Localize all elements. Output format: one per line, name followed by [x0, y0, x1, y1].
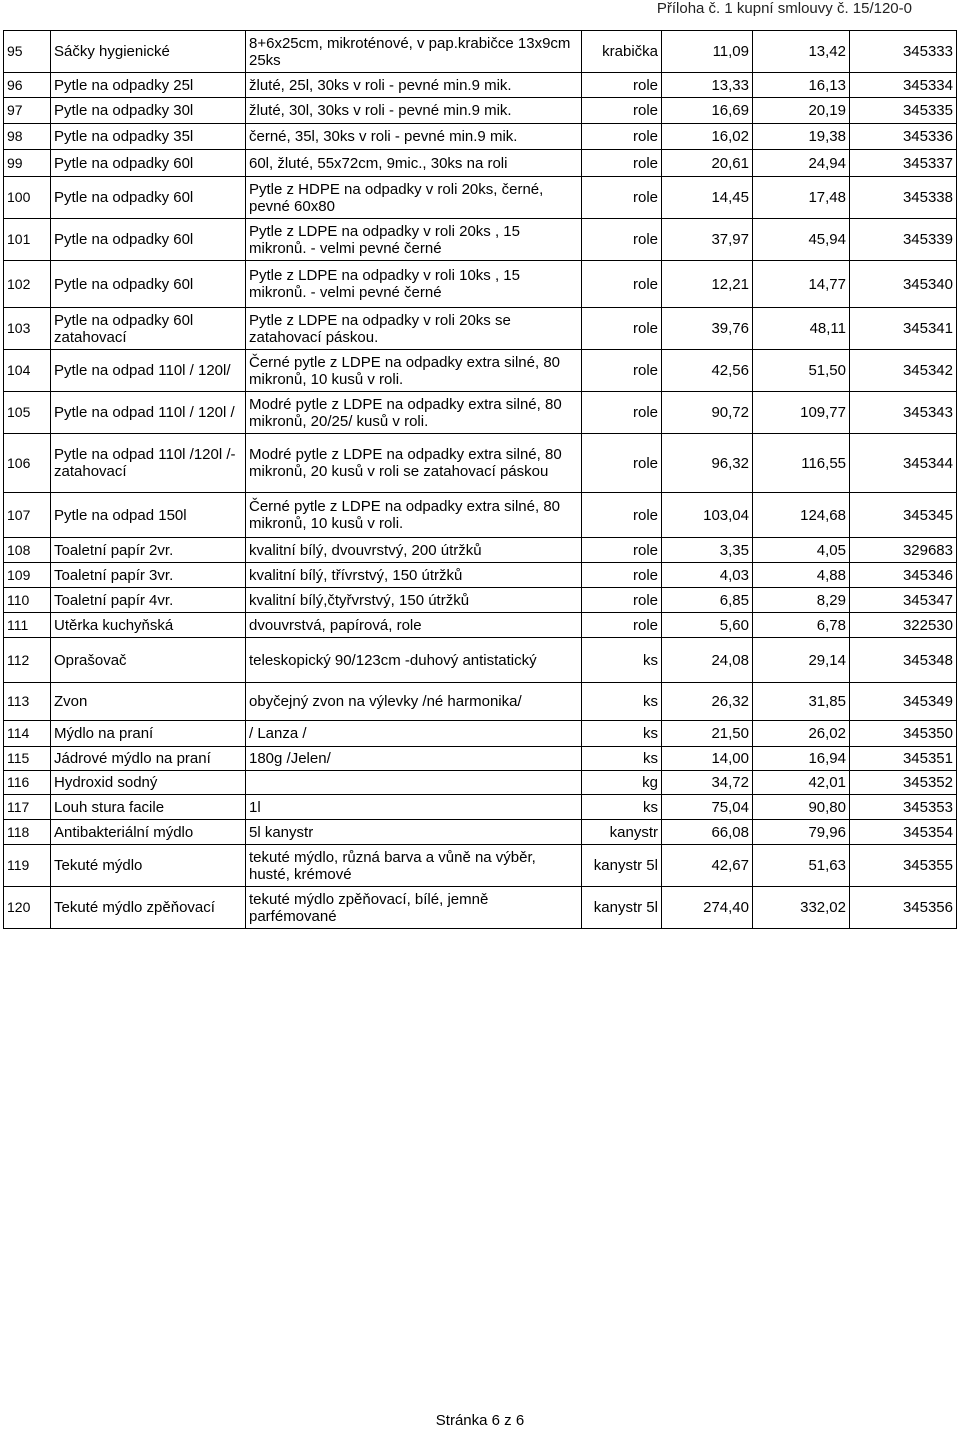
item-price-without-vat: 11,09	[662, 31, 753, 73]
item-number: 119	[4, 845, 51, 887]
item-code: 345335	[850, 98, 957, 124]
item-price-with-vat: 20,19	[753, 98, 850, 124]
item-price-with-vat: 124,68	[753, 493, 850, 538]
table-row	[4, 219, 957, 261]
table-row	[4, 392, 957, 434]
item-number: 114	[4, 721, 51, 747]
item-unit: role	[582, 219, 662, 261]
item-description: kvalitní bílý, dvouvrstvý, 200 útržků	[246, 538, 582, 563]
item-name: Zvon	[51, 683, 246, 721]
item-unit: role	[582, 493, 662, 538]
item-unit: kanystr 5l	[582, 887, 662, 929]
item-unit: role	[582, 563, 662, 588]
table-row	[4, 771, 957, 795]
item-code: 345345	[850, 493, 957, 538]
item-number: 98	[4, 124, 51, 150]
item-description	[246, 771, 582, 795]
table-row	[4, 747, 957, 771]
item-price-without-vat: 24,08	[662, 638, 753, 683]
table-row	[4, 31, 957, 73]
document-header: Příloha č. 1 kupní smlouvy č. 15/120-0	[656, 0, 912, 17]
item-number: 117	[4, 795, 51, 820]
item-unit: kanystr	[582, 820, 662, 845]
item-unit: role	[582, 98, 662, 124]
item-code: 345336	[850, 124, 957, 150]
item-description: žluté, 30l, 30ks v roli - pevné min.9 mik.	[246, 98, 582, 124]
item-name: Tekuté mýdlo	[51, 845, 246, 887]
item-number: 112	[4, 638, 51, 683]
item-price-without-vat: 12,21	[662, 261, 753, 308]
item-price-without-vat: 75,04	[662, 795, 753, 820]
item-price-with-vat: 332,02	[753, 887, 850, 929]
item-unit: ks	[582, 638, 662, 683]
item-code: 345338	[850, 177, 957, 219]
table-row	[4, 434, 957, 493]
item-price-with-vat: 17,48	[753, 177, 850, 219]
item-unit: ks	[582, 795, 662, 820]
item-description: Pytle z LDPE na odpadky v roli 20ks , 15 mikronů. - velmi pevné černé	[246, 219, 582, 261]
item-number: 102	[4, 261, 51, 308]
item-name: Mýdlo na praní	[51, 721, 246, 747]
item-number: 99	[4, 150, 51, 177]
item-price-without-vat: 103,04	[662, 493, 753, 538]
item-unit: role	[582, 261, 662, 308]
item-name: Pytle na odpad 110l / 120l /	[51, 392, 246, 434]
item-code: 345339	[850, 219, 957, 261]
item-name: Pytle na odpadky 35l	[51, 124, 246, 150]
item-number: 103	[4, 308, 51, 350]
table-row	[4, 261, 957, 308]
item-price-without-vat: 6,85	[662, 588, 753, 613]
item-number: 108	[4, 538, 51, 563]
item-code: 345355	[850, 845, 957, 887]
item-name: Pytle na odpadky 60l zatahovací	[51, 308, 246, 350]
table-row	[4, 563, 957, 588]
item-description: tekuté mýdlo zpěňovací, bílé, jemně parfémované	[246, 887, 582, 929]
item-number: 118	[4, 820, 51, 845]
item-number: 95	[4, 31, 51, 73]
item-code: 345342	[850, 350, 957, 392]
item-description: Pytle z LDPE na odpadky v roli 20ks se zatahovací páskou.	[246, 308, 582, 350]
item-price-without-vat: 34,72	[662, 771, 753, 795]
page-footer: Stránka 6 z 6	[435, 1412, 525, 1429]
item-unit: role	[582, 613, 662, 638]
item-description: Modré pytle z LDPE na odpadky extra silné, 80 mikronů, 20/25/ kusů v roli.	[246, 392, 582, 434]
item-number: 104	[4, 350, 51, 392]
item-name: Louh stura facile	[51, 795, 246, 820]
item-number: 116	[4, 771, 51, 795]
item-price-with-vat: 6,78	[753, 613, 850, 638]
item-unit: role	[582, 308, 662, 350]
item-code: 345337	[850, 150, 957, 177]
item-unit: ks	[582, 683, 662, 721]
item-price-without-vat: 96,32	[662, 434, 753, 493]
table-row	[4, 124, 957, 150]
item-unit: ks	[582, 721, 662, 747]
item-number: 111	[4, 613, 51, 638]
item-code: 345352	[850, 771, 957, 795]
table-row	[4, 683, 957, 721]
item-name: Pytle na odpadky 60l	[51, 261, 246, 308]
item-number: 100	[4, 177, 51, 219]
item-name: Toaletní papír 3vr.	[51, 563, 246, 588]
item-price-without-vat: 16,02	[662, 124, 753, 150]
item-name: Pytle na odpad 110l / 120l/	[51, 350, 246, 392]
item-price-without-vat: 26,32	[662, 683, 753, 721]
item-price-with-vat: 48,11	[753, 308, 850, 350]
table-row	[4, 98, 957, 124]
item-unit: role	[582, 177, 662, 219]
item-unit: role	[582, 150, 662, 177]
item-price-without-vat: 14,45	[662, 177, 753, 219]
item-name: Utěrka kuchyňská	[51, 613, 246, 638]
table-row	[4, 350, 957, 392]
item-code: 322530	[850, 613, 957, 638]
table-row	[4, 845, 957, 887]
item-unit: role	[582, 392, 662, 434]
item-description: 180g /Jelen/	[246, 747, 582, 771]
table-row	[4, 538, 957, 563]
item-description: 1l	[246, 795, 582, 820]
item-unit: krabička	[582, 31, 662, 73]
table-row	[4, 820, 957, 845]
item-price-with-vat: 51,50	[753, 350, 850, 392]
item-code: 345349	[850, 683, 957, 721]
item-code: 345341	[850, 308, 957, 350]
item-name: Oprašovač	[51, 638, 246, 683]
item-number: 101	[4, 219, 51, 261]
item-description: 8+6x25cm, mikroténové, v pap.krabičce 13x9cm 25ks	[246, 31, 582, 73]
item-unit: role	[582, 434, 662, 493]
item-name: Pytle na odpad 110l /120l /-zatahovací	[51, 434, 246, 493]
item-price-without-vat: 42,67	[662, 845, 753, 887]
item-price-without-vat: 5,60	[662, 613, 753, 638]
item-name: Pytle na odpadky 60l	[51, 150, 246, 177]
item-name: Pytle na odpadky 60l	[51, 177, 246, 219]
item-price-with-vat: 16,13	[753, 73, 850, 98]
item-description: obyčejný zvon na výlevky /né harmonika/	[246, 683, 582, 721]
item-name: Sáčky hygienické	[51, 31, 246, 73]
item-unit: role	[582, 350, 662, 392]
item-number: 109	[4, 563, 51, 588]
item-description: Černé pytle z LDPE na odpadky extra silné, 80 mikronů, 10 kusů v roli.	[246, 350, 582, 392]
item-price-without-vat: 66,08	[662, 820, 753, 845]
item-name: Antibakteriální mýdlo	[51, 820, 246, 845]
price-table	[3, 30, 957, 929]
item-price-with-vat: 116,55	[753, 434, 850, 493]
item-price-with-vat: 4,05	[753, 538, 850, 563]
table-row	[4, 795, 957, 820]
item-price-with-vat: 19,38	[753, 124, 850, 150]
table-row	[4, 638, 957, 683]
item-code: 345356	[850, 887, 957, 929]
table-row	[4, 308, 957, 350]
item-price-without-vat: 20,61	[662, 150, 753, 177]
item-number: 115	[4, 747, 51, 771]
item-description: Pytle z HDPE na odpadky v roli 20ks, černé, pevné 60x80	[246, 177, 582, 219]
item-description: tekuté mýdlo, různá barva a vůně na výběr, husté, krémové	[246, 845, 582, 887]
item-name: Pytle na odpadky 25l	[51, 73, 246, 98]
item-price-with-vat: 26,02	[753, 721, 850, 747]
item-description: žluté, 25l, 30ks v roli - pevné min.9 mik.	[246, 73, 582, 98]
item-price-without-vat: 90,72	[662, 392, 753, 434]
table-row	[4, 493, 957, 538]
item-code: 345333	[850, 31, 957, 73]
item-code: 345346	[850, 563, 957, 588]
item-code: 345334	[850, 73, 957, 98]
item-price-without-vat: 37,97	[662, 219, 753, 261]
item-price-with-vat: 31,85	[753, 683, 850, 721]
table-row	[4, 73, 957, 98]
item-number: 96	[4, 73, 51, 98]
item-code: 345351	[850, 747, 957, 771]
table-row	[4, 150, 957, 177]
item-unit: role	[582, 588, 662, 613]
item-name: Pytle na odpadky 60l	[51, 219, 246, 261]
item-unit: kanystr 5l	[582, 845, 662, 887]
item-code: 329683	[850, 538, 957, 563]
item-description: černé, 35l, 30ks v roli - pevné min.9 mik.	[246, 124, 582, 150]
table-row	[4, 588, 957, 613]
item-name: Tekuté mýdlo zpěňovací	[51, 887, 246, 929]
table-row	[4, 613, 957, 638]
item-unit: role	[582, 124, 662, 150]
item-description: kvalitní bílý, třívrstvý, 150 útržků	[246, 563, 582, 588]
item-code: 345344	[850, 434, 957, 493]
item-description: teleskopický 90/123cm -duhový antistatický	[246, 638, 582, 683]
item-code: 345353	[850, 795, 957, 820]
item-price-with-vat: 42,01	[753, 771, 850, 795]
item-number: 113	[4, 683, 51, 721]
item-description: 60l, žluté, 55x72cm, 9mic., 30ks na roli	[246, 150, 582, 177]
item-name: Hydroxid sodný	[51, 771, 246, 795]
item-description: Pytle z LDPE na odpadky v roli 10ks , 15 mikronů. - velmi pevné černé	[246, 261, 582, 308]
item-name: Pytle na odpadky 30l	[51, 98, 246, 124]
item-unit: role	[582, 73, 662, 98]
item-code: 345343	[850, 392, 957, 434]
item-price-with-vat: 109,77	[753, 392, 850, 434]
item-unit: ks	[582, 747, 662, 771]
item-unit: role	[582, 538, 662, 563]
item-price-without-vat: 4,03	[662, 563, 753, 588]
item-price-with-vat: 90,80	[753, 795, 850, 820]
item-price-without-vat: 274,40	[662, 887, 753, 929]
item-price-with-vat: 45,94	[753, 219, 850, 261]
item-description: kvalitní bílý,čtyřvrstvý, 150 útržků	[246, 588, 582, 613]
item-price-without-vat: 13,33	[662, 73, 753, 98]
item-price-with-vat: 29,14	[753, 638, 850, 683]
item-number: 97	[4, 98, 51, 124]
item-code: 345350	[850, 721, 957, 747]
item-name: Toaletní papír 4vr.	[51, 588, 246, 613]
item-price-without-vat: 21,50	[662, 721, 753, 747]
table-row	[4, 721, 957, 747]
item-description: Modré pytle z LDPE na odpadky extra silné, 80 mikronů, 20 kusů v roli se zatahovací páskou	[246, 434, 582, 493]
item-price-with-vat: 13,42	[753, 31, 850, 73]
item-description: 5l kanystr	[246, 820, 582, 845]
item-price-with-vat: 24,94	[753, 150, 850, 177]
item-name: Toaletní papír 2vr.	[51, 538, 246, 563]
item-price-with-vat: 8,29	[753, 588, 850, 613]
item-price-without-vat: 42,56	[662, 350, 753, 392]
item-price-with-vat: 51,63	[753, 845, 850, 887]
item-number: 106	[4, 434, 51, 493]
item-price-without-vat: 39,76	[662, 308, 753, 350]
item-code: 345354	[850, 820, 957, 845]
item-price-without-vat: 3,35	[662, 538, 753, 563]
item-price-with-vat: 14,77	[753, 261, 850, 308]
item-unit: kg	[582, 771, 662, 795]
table-row	[4, 177, 957, 219]
item-description: / Lanza /	[246, 721, 582, 747]
item-code: 345348	[850, 638, 957, 683]
item-price-with-vat: 4,88	[753, 563, 850, 588]
item-name: Pytle na odpad 150l	[51, 493, 246, 538]
item-code: 345340	[850, 261, 957, 308]
item-code: 345347	[850, 588, 957, 613]
item-name: Jádrové mýdlo na praní	[51, 747, 246, 771]
item-number: 107	[4, 493, 51, 538]
item-price-without-vat: 16,69	[662, 98, 753, 124]
item-number: 105	[4, 392, 51, 434]
item-description: dvouvrstvá, papírová, role	[246, 613, 582, 638]
item-description: Černé pytle z LDPE na odpadky extra silné, 80 mikronů, 10 kusů v roli.	[246, 493, 582, 538]
item-number: 120	[4, 887, 51, 929]
item-price-with-vat: 79,96	[753, 820, 850, 845]
item-number: 110	[4, 588, 51, 613]
item-price-with-vat: 16,94	[753, 747, 850, 771]
table-row	[4, 887, 957, 929]
item-price-without-vat: 14,00	[662, 747, 753, 771]
